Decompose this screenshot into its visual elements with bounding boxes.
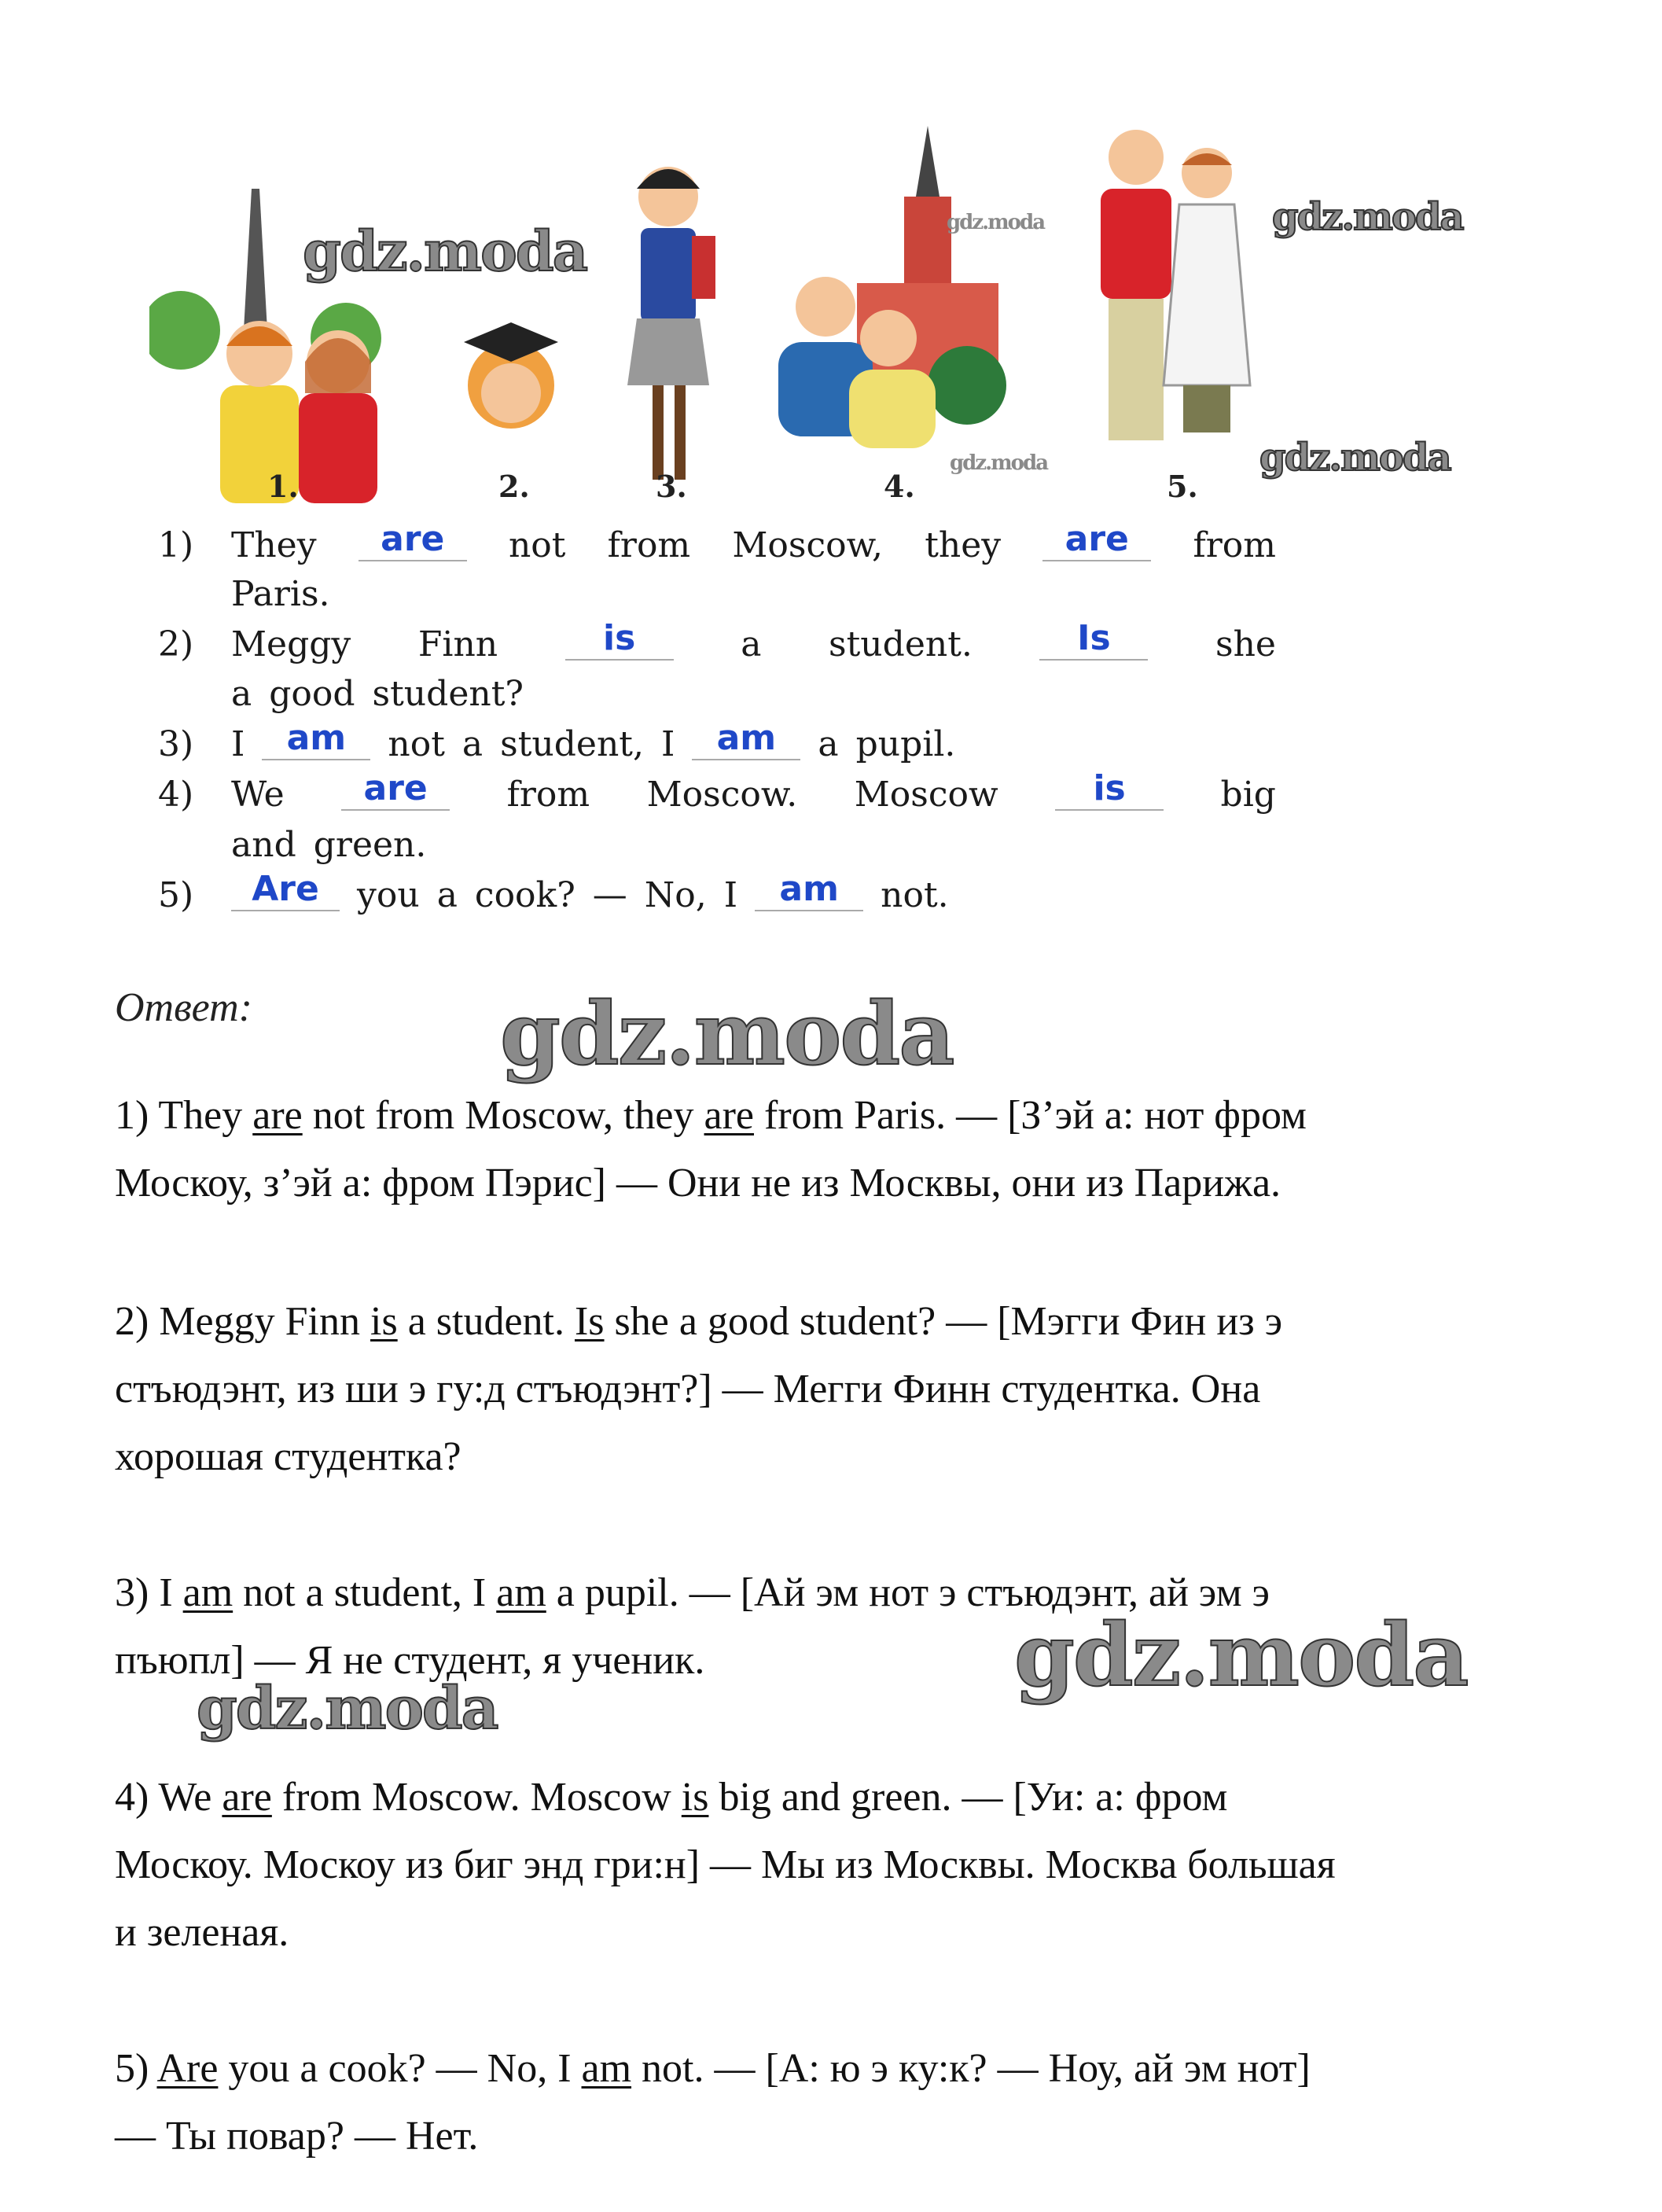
watermark: gdz.moda (950, 451, 1048, 475)
answer-text: Москоу, з’эй а: фром Пэрис] — Они не из Москвы, они из Парижа. (115, 1161, 1281, 1205)
exercise-word: a (741, 624, 762, 664)
exercise-word: not (508, 525, 566, 565)
exercise-word: a (436, 875, 458, 915)
answer-line (115, 1559, 1270, 1627)
exercise-word: Finn (417, 624, 498, 664)
answer-text: not a student, I (233, 1570, 497, 1615)
picture-label-4: 4. (884, 469, 915, 504)
exercise-word: they (925, 525, 1002, 565)
underlined-verb: Is (574, 1299, 605, 1344)
exercise-word: Paris. (231, 574, 330, 614)
filled-blank: am (755, 872, 863, 911)
exercise-word: student? (372, 674, 524, 714)
exercise-word: from (506, 775, 590, 815)
exercise-number: 2) (158, 624, 194, 664)
answer-text: Москоу. Москоу из биг энд гри:н] — Мы из Москвы. Москва большая (115, 1842, 1336, 1887)
underlined-verb: am (182, 1570, 233, 1615)
filled-blank: is (565, 621, 674, 661)
answer-line (115, 2035, 1311, 2103)
watermark: gdz.moda (947, 211, 1045, 234)
answer-text: a student. (397, 1299, 575, 1344)
answer-text: хорошая студентка? (115, 1434, 461, 1479)
exercise-word: Moscow. (646, 775, 798, 815)
exercise-word: They (231, 525, 317, 565)
answer-text: 3) I (115, 1570, 183, 1615)
answer-text: not. — [А: ю э ку:к? — Ноу, ай эм нот] (631, 2046, 1311, 2091)
answer-text: big and green. — [Уи: а: фром (708, 1775, 1228, 1820)
underlined-verb: are (222, 1775, 272, 1820)
answer-line (115, 1423, 461, 1491)
exercise-word: Meggy (231, 624, 351, 664)
answer-line (115, 1288, 1282, 1356)
filled-blank: are (1042, 522, 1151, 561)
exercise-word: big (1220, 775, 1276, 815)
filled-blank: are (341, 771, 450, 811)
exercise-word: cook? (474, 875, 575, 915)
filled-blank: Is (1039, 621, 1148, 661)
exercise-word: a (818, 724, 839, 764)
answer-text: 5) (115, 2046, 157, 2091)
answer-text: you a cook? — No, I (218, 2046, 582, 2091)
picture-2-graduate-girl (464, 322, 558, 429)
watermark: gdz.moda (1272, 195, 1463, 239)
answer-line (115, 1082, 1307, 1150)
underlined-verb: are (704, 1093, 754, 1138)
answer-text: 4) We (115, 1775, 222, 1820)
exercise-word: you (357, 875, 420, 915)
picture-5-two-men (1101, 130, 1250, 440)
exercise-word: pupil. (855, 724, 956, 764)
exercise-word: — (592, 875, 627, 915)
answer-line (115, 1899, 289, 1967)
answer-text: 1) They (115, 1093, 253, 1138)
picture-label-5: 5. (1167, 469, 1198, 504)
exercise-word: I (660, 724, 675, 764)
exercise-word: student. (829, 624, 973, 664)
exercise-number: 1) (158, 525, 194, 565)
exercise-number: 4) (158, 775, 194, 815)
answer-line (115, 1150, 1281, 1217)
filled-blank: Are (231, 872, 340, 911)
answer-text: пъюпл] — Я не студент, я ученик. (115, 1638, 705, 1683)
underlined-verb: Are (156, 2046, 219, 2091)
picture-label-1: 1. (267, 469, 299, 504)
filled-blank: are (359, 522, 467, 561)
exercise-word: We (231, 775, 285, 815)
exercise-word: from (1193, 525, 1276, 565)
watermark: gdz.moda (1014, 1604, 1468, 1706)
exercise-word: from (607, 525, 691, 565)
picture-label-3: 3. (656, 469, 687, 504)
answer-line (115, 1627, 704, 1695)
picture-3-schoolgirl (627, 167, 715, 480)
exercise-word: Moscow (854, 775, 998, 815)
underlined-verb: is (370, 1299, 398, 1344)
exercise-word: not (388, 724, 445, 764)
filled-blank: is (1055, 771, 1164, 811)
exercise-word: a (461, 724, 484, 764)
filled-blank: am (262, 721, 370, 760)
answer-text: a pupil. — [Ай эм нот э стъюдэнт, ай эм э (546, 1570, 1270, 1615)
exercise-word: she (1215, 624, 1276, 664)
answer-text: from Paris. — [З’эй а: нот фром (754, 1093, 1307, 1138)
answer-text: — Ты повар? — Нет. (115, 2114, 479, 2159)
underlined-verb: is (681, 1775, 709, 1820)
exercise-word: Moscow, (732, 525, 884, 565)
exercise-word: good (269, 674, 355, 714)
watermark: gdz.moda (303, 219, 587, 284)
picture-4-boys-kremlin (778, 126, 1006, 448)
exercise-number: 3) (158, 724, 194, 764)
underlined-verb: are (252, 1093, 303, 1138)
answer-line (115, 2103, 478, 2170)
answer-text: и зеленая. (115, 1910, 289, 1955)
answer-label: Ответ: (115, 985, 252, 1030)
answer-text: from Moscow. Moscow (271, 1775, 682, 1820)
answer-text: стъюдэнт, из ши э гу:д стъюдэнт?] — Мегги Финн студентка. Она (115, 1367, 1261, 1411)
exercise-word: and (231, 825, 296, 865)
exercise-word: No, (644, 875, 707, 915)
picture-label-2: 2. (498, 469, 530, 504)
filled-blank: am (692, 721, 800, 760)
watermark: gdz.moda (1259, 436, 1451, 480)
exercise-word: I (231, 724, 245, 764)
answer-line (115, 1356, 1260, 1423)
underlined-verb: am (496, 1570, 546, 1615)
underlined-verb: am (581, 2046, 632, 2091)
exercise-word: I (723, 875, 738, 915)
watermark: gdz.moda (500, 983, 954, 1084)
exercise-word: student, (500, 724, 644, 764)
answer-text: not from Moscow, they (302, 1093, 704, 1138)
exercise-number: 5) (158, 875, 194, 915)
watermark: gdz.moda (197, 1675, 498, 1743)
exercise-word: a (231, 674, 252, 714)
exercise-word: green. (313, 825, 427, 865)
answer-text: 2) Meggy Finn (115, 1299, 370, 1344)
answer-text: she a good student? — [Мэгги Фин из э (604, 1299, 1283, 1344)
answer-line (115, 1831, 1336, 1899)
answer-line (115, 1764, 1227, 1831)
exercise-word: not. (881, 875, 949, 915)
